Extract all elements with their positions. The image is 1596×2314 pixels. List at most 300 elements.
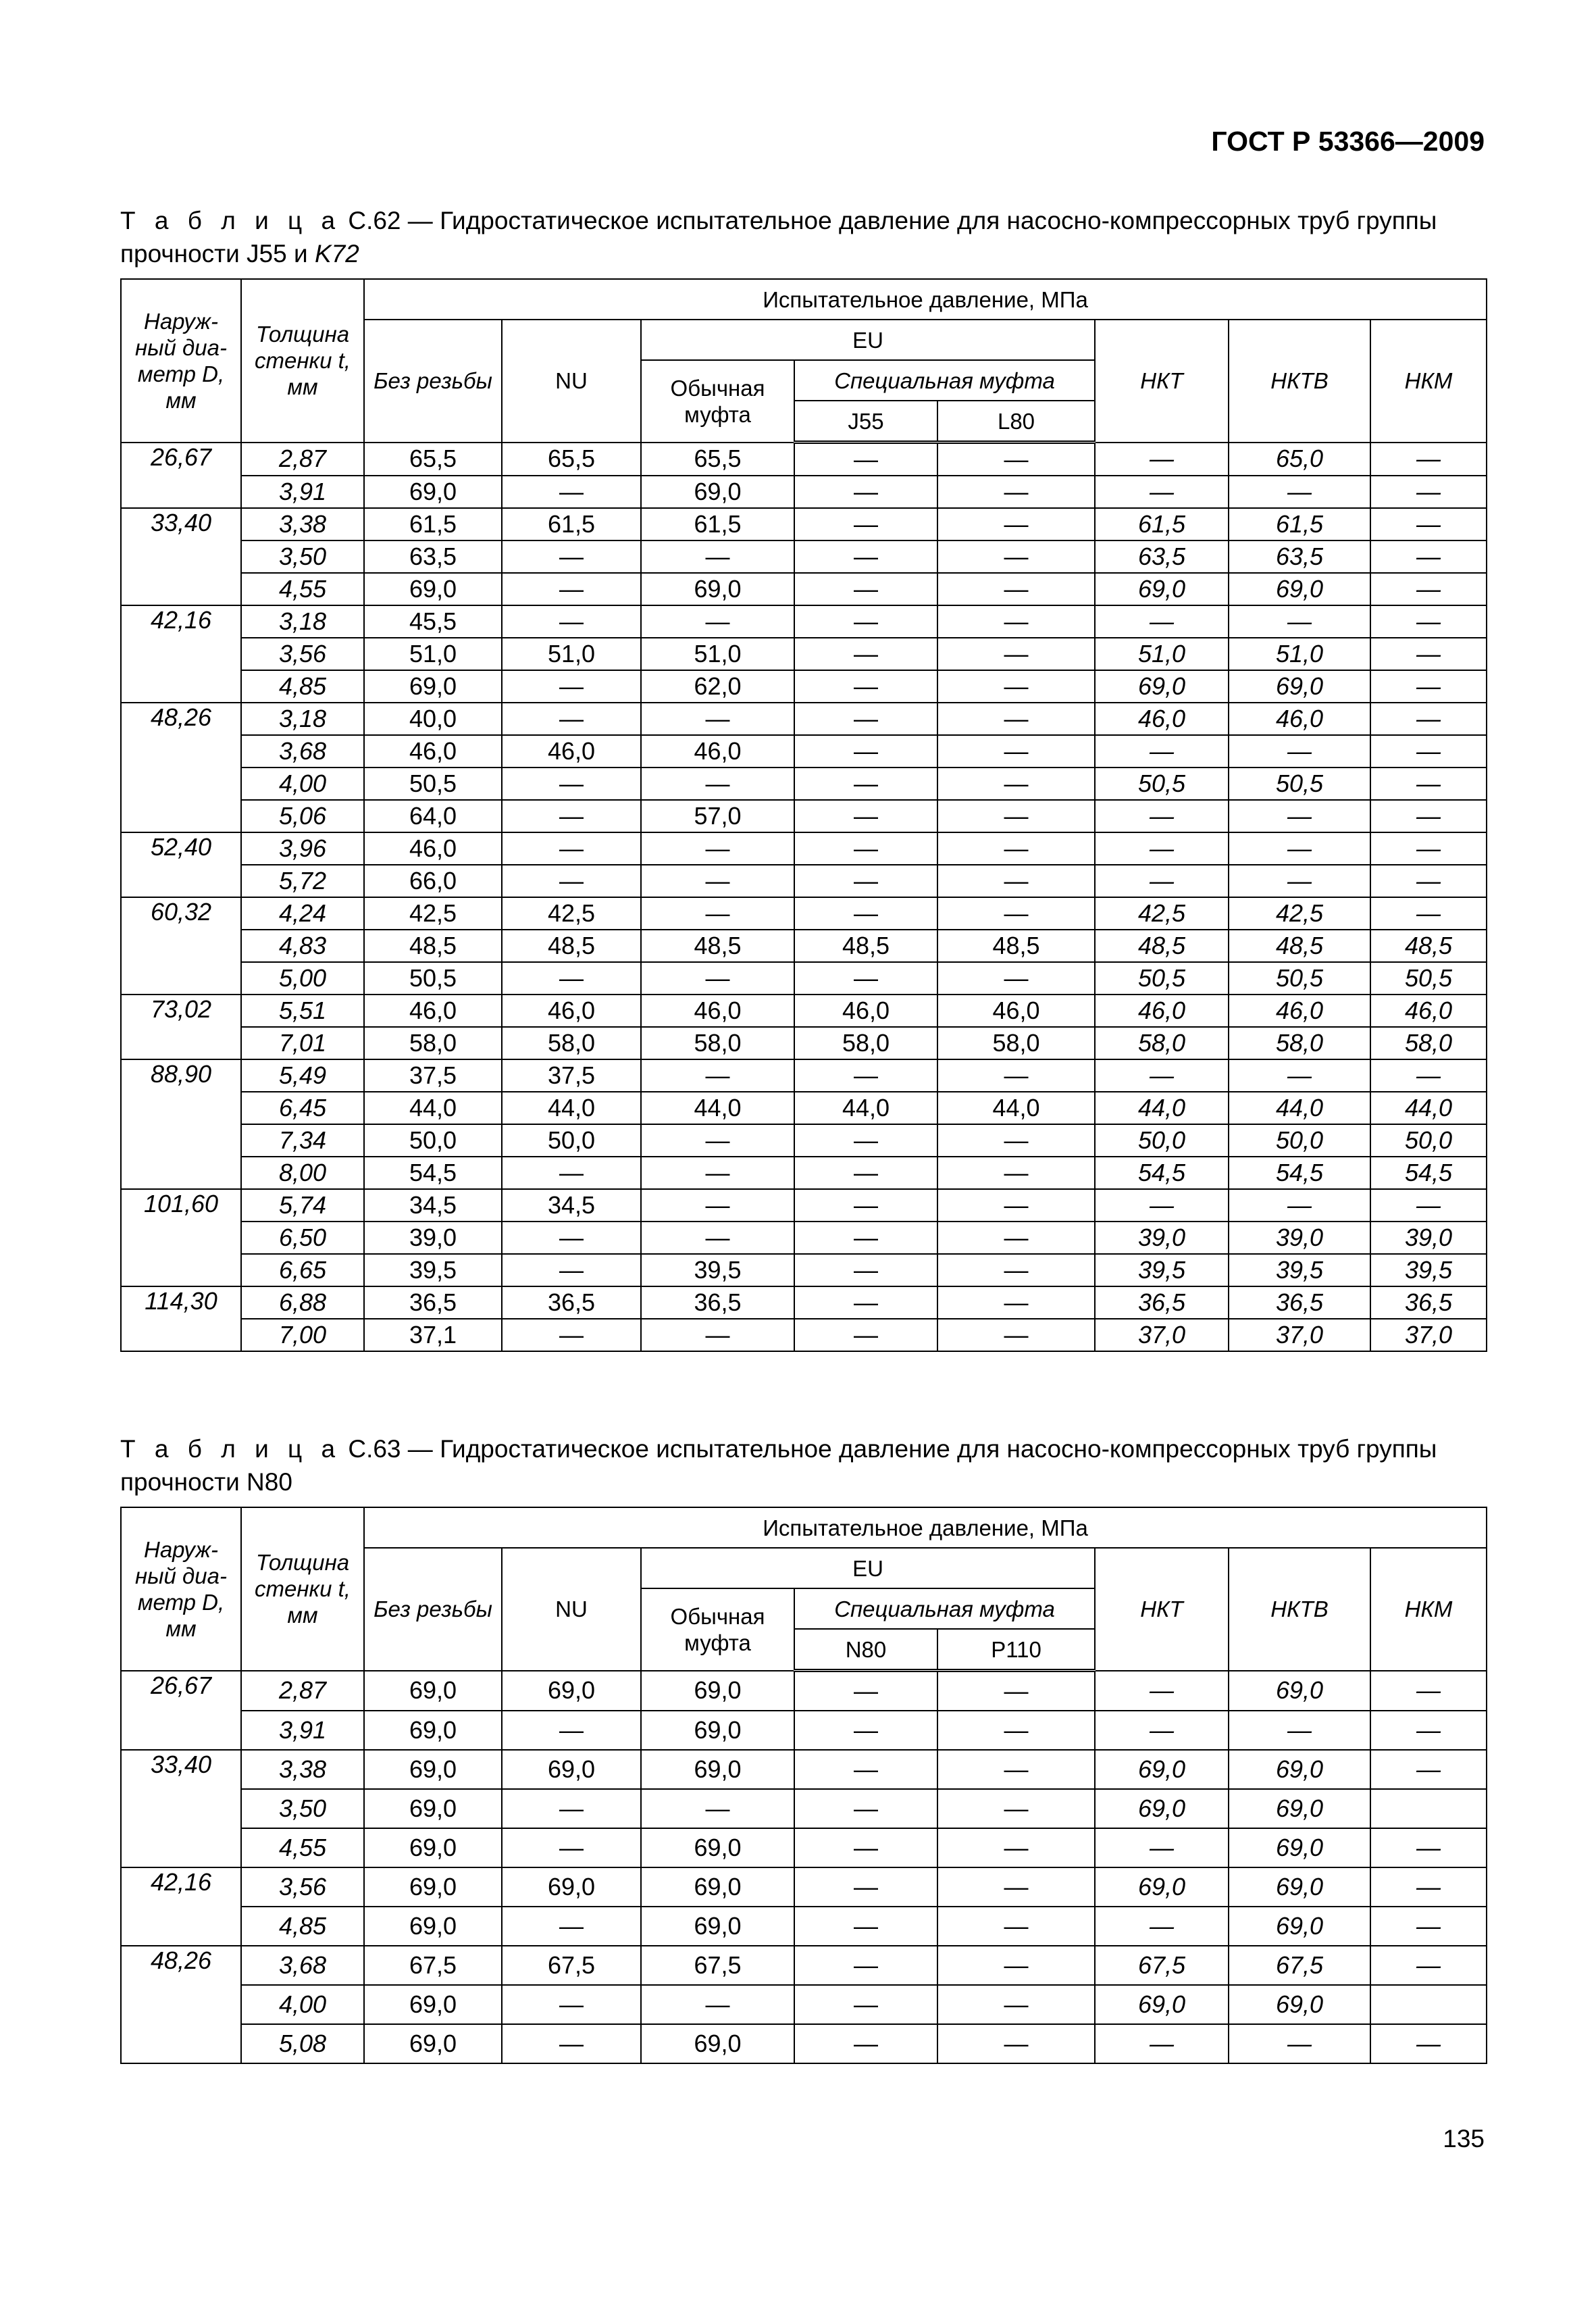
col-header-eu: EU: [641, 320, 1095, 360]
pressure-cell: 46,0: [502, 735, 641, 768]
pressure-cell: 63,5: [364, 540, 502, 573]
pressure-cell: 69,0: [1229, 1671, 1370, 1711]
pressure-cell: —: [794, 605, 937, 638]
col-header-nkm: НКМ: [1370, 320, 1487, 443]
pressure-cell: 69,0: [1095, 1985, 1229, 2024]
outer-diameter-cell: 42,16: [121, 605, 241, 703]
wall-thickness-cell: 7,34: [241, 1124, 364, 1157]
pressure-cell: 54,5: [1229, 1157, 1370, 1189]
pressure-cell: 58,0: [1095, 1027, 1229, 1059]
pressure-cell: 65,5: [364, 443, 502, 476]
pressure-cell: 48,5: [937, 930, 1095, 962]
outer-diameter-cell: 33,40: [121, 1750, 241, 1867]
pressure-cell: 34,5: [502, 1189, 641, 1222]
pressure-cell: —: [794, 735, 937, 768]
wall-thickness-cell: 4,83: [241, 930, 364, 962]
pressure-cell: 67,5: [502, 1946, 641, 1985]
pressure-cell: —: [794, 1254, 937, 1286]
pressure-cell: —: [641, 865, 794, 897]
pressure-cell: —: [794, 1985, 937, 2024]
pressure-cell: 46,0: [641, 735, 794, 768]
pressure-cell: 69,0: [641, 2024, 794, 2063]
table-row: [121, 1189, 1487, 1222]
pressure-cell: —: [794, 1907, 937, 1946]
pressure-cell: —: [641, 1189, 794, 1222]
pressure-cell: —: [794, 638, 937, 670]
pressure-cell: —: [502, 540, 641, 573]
pressure-cell: 61,5: [364, 508, 502, 540]
pressure-cell: 69,0: [1229, 670, 1370, 703]
pressure-cell: 44,0: [364, 1092, 502, 1124]
pressure-cell: —: [502, 1711, 641, 1750]
outer-diameter-cell: 48,26: [121, 1946, 241, 2063]
pressure-cell: 36,5: [1370, 1286, 1487, 1319]
table-row: [121, 1671, 1487, 1711]
pressure-cell: —: [937, 1750, 1095, 1789]
pressure-cell: 40,0: [364, 703, 502, 735]
pressure-cell: —: [794, 1124, 937, 1157]
pressure-cell: —: [1370, 703, 1487, 735]
pressure-cell: 44,0: [937, 1092, 1095, 1124]
pressure-cell: —: [1370, 1671, 1487, 1711]
pressure-cell: —: [794, 1828, 937, 1867]
wall-thickness-cell: 5,49: [241, 1059, 364, 1092]
pressure-cell: 44,0: [1370, 1092, 1487, 1124]
pressure-cell: —: [1370, 1189, 1487, 1222]
pressure-cell: 69,0: [364, 1907, 502, 1946]
wall-thickness-cell: 3,50: [241, 540, 364, 573]
pressure-cell: —: [502, 2024, 641, 2063]
pressure-cell: 69,0: [641, 476, 794, 508]
wall-thickness-cell: 7,01: [241, 1027, 364, 1059]
table-row: [121, 1027, 1487, 1059]
pressure-cell: —: [794, 865, 937, 897]
pressure-cell: 69,0: [1229, 1867, 1370, 1907]
pressure-cell: —: [502, 1789, 641, 1828]
table-row: [121, 1828, 1487, 1867]
col-header-nktv: НКТВ: [1229, 320, 1370, 443]
pressure-cell: 46,0: [502, 995, 641, 1027]
pressure-cell: 42,5: [1229, 897, 1370, 930]
pressure-cell: 48,5: [364, 930, 502, 962]
pressure-cell: —: [937, 540, 1095, 573]
pressure-cell: —: [641, 605, 794, 638]
pressure-cell: 58,0: [794, 1027, 937, 1059]
pressure-cell: 69,0: [641, 1750, 794, 1789]
table-row: [121, 1750, 1487, 1789]
pressure-cell: 50,0: [1095, 1124, 1229, 1157]
pressure-cell: 36,5: [364, 1286, 502, 1319]
col-header-l80: L80: [937, 401, 1095, 443]
col-header-nu: NU: [502, 320, 641, 443]
table-row: [121, 1286, 1487, 1319]
pressure-cell: —: [937, 573, 1095, 605]
pressure-cell: —: [502, 1907, 641, 1946]
table-row: [121, 1789, 1487, 1828]
pressure-cell: —: [937, 1985, 1095, 2024]
pressure-cell: 50,5: [364, 768, 502, 800]
table-row: [121, 605, 1487, 638]
pressure-cell: —: [641, 1985, 794, 2024]
table-row: [121, 703, 1487, 735]
pressure-cell: —: [937, 476, 1095, 508]
pressure-cell: 51,0: [1229, 638, 1370, 670]
pressure-cell: 67,5: [364, 1946, 502, 1985]
pressure-cell: —: [1370, 1946, 1487, 1985]
pressure-cell: 46,0: [364, 735, 502, 768]
pressure-cell: —: [937, 735, 1095, 768]
pressure-cell: 69,0: [1229, 1828, 1370, 1867]
pressure-cell: 69,0: [364, 2024, 502, 2063]
wall-thickness-cell: 8,00: [241, 1157, 364, 1189]
pressure-cell: 69,0: [364, 476, 502, 508]
pressure-cell: —: [794, 573, 937, 605]
pressure-cell: 51,0: [641, 638, 794, 670]
pressure-cell: 69,0: [1229, 1907, 1370, 1946]
pressure-cell: 39,0: [1095, 1222, 1229, 1254]
pressure-cell: —: [794, 1189, 937, 1222]
pressure-cell: 63,5: [1229, 540, 1370, 573]
pressure-cell: 44,0: [794, 1092, 937, 1124]
outer-diameter-cell: 52,40: [121, 832, 241, 897]
table-row: [121, 540, 1487, 573]
table-row: [121, 1124, 1487, 1157]
pressure-cell: 69,0: [1095, 573, 1229, 605]
outer-diameter-cell: 42,16: [121, 1867, 241, 1946]
pressure-cell: —: [1370, 540, 1487, 573]
pressure-cell: —: [641, 1319, 794, 1351]
table2: [120, 1507, 1487, 2064]
pressure-cell: 69,0: [1229, 1985, 1370, 2024]
pressure-cell: 42,5: [364, 897, 502, 930]
pressure-cell: 46,0: [364, 832, 502, 865]
pressure-cell: —: [794, 1750, 937, 1789]
pressure-cell: —: [1370, 768, 1487, 800]
col-header-regular-coupling: Обычная муфта: [641, 1588, 794, 1671]
pressure-cell: —: [641, 1222, 794, 1254]
outer-diameter-cell: 101,60: [121, 1189, 241, 1286]
pressure-cell: 58,0: [1370, 1027, 1487, 1059]
pressure-cell: —: [1370, 476, 1487, 508]
pressure-cell: —: [1095, 1189, 1229, 1222]
standard-designation: ГОСТ Р 53366—2009: [1211, 126, 1485, 157]
wall-thickness-cell: 3,56: [241, 1867, 364, 1907]
pressure-cell: —: [502, 962, 641, 995]
pressure-cell: 48,5: [794, 930, 937, 962]
pressure-cell: —: [794, 962, 937, 995]
table-row: [121, 1319, 1487, 1351]
pressure-cell: 69,0: [641, 1907, 794, 1946]
pressure-cell: —: [502, 800, 641, 832]
pressure-cell: 39,5: [1229, 1254, 1370, 1286]
pressure-cell: —: [794, 443, 937, 476]
pressure-cell: 61,5: [1095, 508, 1229, 540]
pressure-cell: 50,5: [1095, 962, 1229, 995]
pressure-cell: 39,5: [1095, 1254, 1229, 1286]
table-row: [121, 443, 1487, 476]
pressure-cell: 36,5: [1095, 1286, 1229, 1319]
pressure-cell: —: [1370, 1711, 1487, 1750]
pressure-cell: 58,0: [937, 1027, 1095, 1059]
pressure-cell: —: [937, 1222, 1095, 1254]
page-number: 135: [1443, 2125, 1485, 2153]
pressure-cell: —: [1095, 443, 1229, 476]
pressure-cell: 64,0: [364, 800, 502, 832]
pressure-cell: —: [502, 865, 641, 897]
pressure-cell: —: [641, 832, 794, 865]
pressure-cell: —: [937, 865, 1095, 897]
pressure-cell: —: [794, 800, 937, 832]
table-row: [121, 1867, 1487, 1907]
pressure-cell: —: [1370, 1750, 1487, 1789]
pressure-cell: —: [937, 832, 1095, 865]
col-header-eu: EU: [641, 1548, 1095, 1588]
table-row: [121, 1059, 1487, 1092]
table-row: [121, 508, 1487, 540]
pressure-cell: —: [641, 1157, 794, 1189]
pressure-cell: —: [937, 638, 1095, 670]
wall-thickness-cell: 3,50: [241, 1789, 364, 1828]
pressure-cell: —: [1229, 800, 1370, 832]
wall-thickness-cell: 4,55: [241, 573, 364, 605]
pressure-cell: —: [794, 1157, 937, 1189]
pressure-cell: —: [1370, 605, 1487, 638]
pressure-cell: —: [502, 1254, 641, 1286]
pressure-cell: —: [1370, 735, 1487, 768]
pressure-cell: 48,5: [1370, 930, 1487, 962]
pressure-cell: 66,0: [364, 865, 502, 897]
table-row: [121, 476, 1487, 508]
pressure-cell: 50,5: [1229, 768, 1370, 800]
pressure-cell: 65,5: [502, 443, 641, 476]
pressure-cell: 48,5: [1229, 930, 1370, 962]
col-header-nkt: НКТ: [1095, 320, 1229, 443]
pressure-cell: —: [937, 1711, 1095, 1750]
pressure-cell: —: [1370, 865, 1487, 897]
wall-thickness-cell: 2,87: [241, 1671, 364, 1711]
outer-diameter-cell: 88,90: [121, 1059, 241, 1189]
pressure-cell: —: [937, 1946, 1095, 1985]
wall-thickness-cell: 3,18: [241, 703, 364, 735]
pressure-cell: —: [1229, 865, 1370, 897]
pressure-cell: —: [794, 1059, 937, 1092]
pressure-cell: —: [1370, 1059, 1487, 1092]
pressure-cell: —: [1229, 735, 1370, 768]
pressure-cell: 69,0: [1095, 670, 1229, 703]
pressure-cell: 58,0: [502, 1027, 641, 1059]
pressure-cell: —: [794, 508, 937, 540]
pressure-cell: —: [794, 1867, 937, 1907]
pressure-cell: —: [1370, 897, 1487, 930]
pressure-cell: 67,5: [1229, 1946, 1370, 1985]
col-header-nktv: НКТВ: [1229, 1548, 1370, 1671]
pressure-cell: —: [502, 573, 641, 605]
pressure-cell: —: [937, 2024, 1095, 2063]
pressure-cell: 54,5: [1095, 1157, 1229, 1189]
pressure-cell: 50,0: [1229, 1124, 1370, 1157]
pressure-cell: —: [1229, 1189, 1370, 1222]
pressure-cell: 69,0: [502, 1671, 641, 1711]
pressure-cell: —: [794, 1789, 937, 1828]
table-row: [121, 1907, 1487, 1946]
pressure-cell: —: [1229, 1059, 1370, 1092]
pressure-cell: 44,0: [1229, 1092, 1370, 1124]
pressure-cell: 58,0: [364, 1027, 502, 1059]
pressure-cell: —: [1229, 1711, 1370, 1750]
table-row: [121, 573, 1487, 605]
wall-thickness-cell: 2,87: [241, 443, 364, 476]
wall-thickness-cell: 3,18: [241, 605, 364, 638]
table-row: [121, 897, 1487, 930]
col-header-special-coupling: Специальная муфта: [794, 360, 1095, 401]
pressure-cell: —: [1370, 1907, 1487, 1946]
outer-diameter-cell: 73,02: [121, 995, 241, 1059]
pressure-cell: 69,0: [1095, 1867, 1229, 1907]
pressure-cell: 46,0: [1229, 703, 1370, 735]
pressure-cell: 69,0: [364, 670, 502, 703]
pressure-cell: —: [937, 800, 1095, 832]
pressure-cell: [1370, 1985, 1487, 2024]
col-header-nu: NU: [502, 1548, 641, 1671]
pressure-cell: 50,5: [1095, 768, 1229, 800]
pressure-cell: 37,0: [1370, 1319, 1487, 1351]
table-row: [121, 1946, 1487, 1985]
pressure-cell: —: [937, 1254, 1095, 1286]
pressure-cell: —: [937, 1124, 1095, 1157]
pressure-cell: 39,0: [364, 1222, 502, 1254]
outer-diameter-cell: 60,32: [121, 897, 241, 995]
pressure-cell: 63,5: [1095, 540, 1229, 573]
pressure-cell: —: [937, 605, 1095, 638]
pressure-cell: 37,0: [1095, 1319, 1229, 1351]
pressure-cell: —: [1370, 800, 1487, 832]
wall-thickness-cell: 4,00: [241, 768, 364, 800]
wall-thickness-cell: 3,56: [241, 638, 364, 670]
table-row: [121, 768, 1487, 800]
pressure-cell: 51,0: [364, 638, 502, 670]
pressure-cell: —: [794, 1711, 937, 1750]
pressure-cell: 61,5: [641, 508, 794, 540]
pressure-cell: —: [641, 962, 794, 995]
pressure-cell: 69,0: [1095, 1789, 1229, 1828]
table-row: [121, 1222, 1487, 1254]
table-row: [121, 800, 1487, 832]
table-row: [121, 1092, 1487, 1124]
pressure-cell: 42,5: [1095, 897, 1229, 930]
col-header-diameter: Наруж- ный диа- метр D, мм: [121, 279, 241, 443]
pressure-cell: —: [794, 768, 937, 800]
col-header-pressure: Испытательное давление, МПа: [364, 1507, 1487, 1548]
wall-thickness-cell: 4,85: [241, 1907, 364, 1946]
pressure-cell: 65,5: [641, 443, 794, 476]
pressure-cell: —: [1095, 735, 1229, 768]
table-row: [121, 1254, 1487, 1286]
pressure-cell: —: [794, 832, 937, 865]
wall-thickness-cell: 5,08: [241, 2024, 364, 2063]
wall-thickness-cell: 3,91: [241, 476, 364, 508]
pressure-cell: 51,0: [1095, 638, 1229, 670]
pressure-cell: 37,1: [364, 1319, 502, 1351]
pressure-cell: 48,5: [1095, 930, 1229, 962]
pressure-cell: 54,5: [364, 1157, 502, 1189]
col-header-j55: J55: [794, 401, 937, 443]
pressure-cell: —: [1370, 638, 1487, 670]
pressure-cell: 67,5: [1095, 1946, 1229, 1985]
pressure-cell: —: [1370, 832, 1487, 865]
pressure-cell: 44,0: [641, 1092, 794, 1124]
pressure-cell: —: [794, 1671, 937, 1711]
pressure-cell: —: [1229, 2024, 1370, 2063]
pressure-cell: —: [502, 1157, 641, 1189]
pressure-cell: —: [641, 897, 794, 930]
pressure-cell: —: [794, 897, 937, 930]
pressure-cell: —: [937, 1286, 1095, 1319]
table-row: [121, 1985, 1487, 2024]
pressure-cell: —: [1095, 1671, 1229, 1711]
col-header-regular-coupling: Обычная муфта: [641, 360, 794, 443]
pressure-cell: —: [1370, 508, 1487, 540]
pressure-cell: —: [502, 1985, 641, 2024]
outer-diameter-cell: 114,30: [121, 1286, 241, 1351]
pressure-cell: —: [794, 2024, 937, 2063]
pressure-cell: —: [502, 1222, 641, 1254]
wall-thickness-cell: 4,00: [241, 1985, 364, 2024]
pressure-cell: 69,0: [641, 1711, 794, 1750]
col-header-no-thread: Без резьбы: [364, 1548, 502, 1671]
outer-diameter-cell: 26,67: [121, 1671, 241, 1751]
wall-thickness-cell: 6,88: [241, 1286, 364, 1319]
pressure-cell: 69,0: [364, 1828, 502, 1867]
col-header-no-thread: Без резьбы: [364, 320, 502, 443]
table2-caption: Т а б л и ц а С.63 — Гидростатическое испытательное давление для насосно-компрессорных труб группы прочности N80: [120, 1435, 1437, 1496]
table1-caption: Т а б л и ц а С.62 — Гидростатическое испытательное давление для насосно-компрессорных труб группы прочности J55 и K72: [120, 207, 1437, 268]
pressure-cell: 42,5: [502, 897, 641, 930]
pressure-cell: 58,0: [641, 1027, 794, 1059]
pressure-cell: —: [502, 832, 641, 865]
pressure-cell: 48,5: [641, 930, 794, 962]
pressure-cell: —: [937, 1059, 1095, 1092]
pressure-cell: —: [502, 1828, 641, 1867]
pressure-cell: —: [641, 1124, 794, 1157]
wall-thickness-cell: 5,74: [241, 1189, 364, 1222]
pressure-cell: 50,0: [1370, 1124, 1487, 1157]
pressure-cell: 69,0: [641, 1828, 794, 1867]
table-row: [121, 962, 1487, 995]
pressure-cell: —: [937, 1789, 1095, 1828]
pressure-cell: 39,5: [1370, 1254, 1487, 1286]
wall-thickness-cell: 6,50: [241, 1222, 364, 1254]
pressure-cell: 34,5: [364, 1189, 502, 1222]
pressure-cell: 69,0: [1095, 1750, 1229, 1789]
pressure-cell: 69,0: [641, 1671, 794, 1711]
pressure-cell: 61,5: [1229, 508, 1370, 540]
pressure-cell: —: [1095, 1711, 1229, 1750]
pressure-cell: —: [794, 1946, 937, 1985]
pressure-cell: 69,0: [364, 1867, 502, 1907]
pressure-cell: 44,0: [502, 1092, 641, 1124]
pressure-cell: —: [1370, 573, 1487, 605]
pressure-cell: 69,0: [502, 1867, 641, 1907]
pressure-cell: —: [794, 540, 937, 573]
pressure-cell: 37,5: [364, 1059, 502, 1092]
pressure-cell: 46,0: [1095, 995, 1229, 1027]
pressure-cell: 46,0: [1229, 995, 1370, 1027]
pressure-cell: —: [794, 703, 937, 735]
table-row: [121, 1157, 1487, 1189]
pressure-cell: 50,5: [1370, 962, 1487, 995]
wall-thickness-cell: 5,72: [241, 865, 364, 897]
pressure-cell: 37,5: [502, 1059, 641, 1092]
